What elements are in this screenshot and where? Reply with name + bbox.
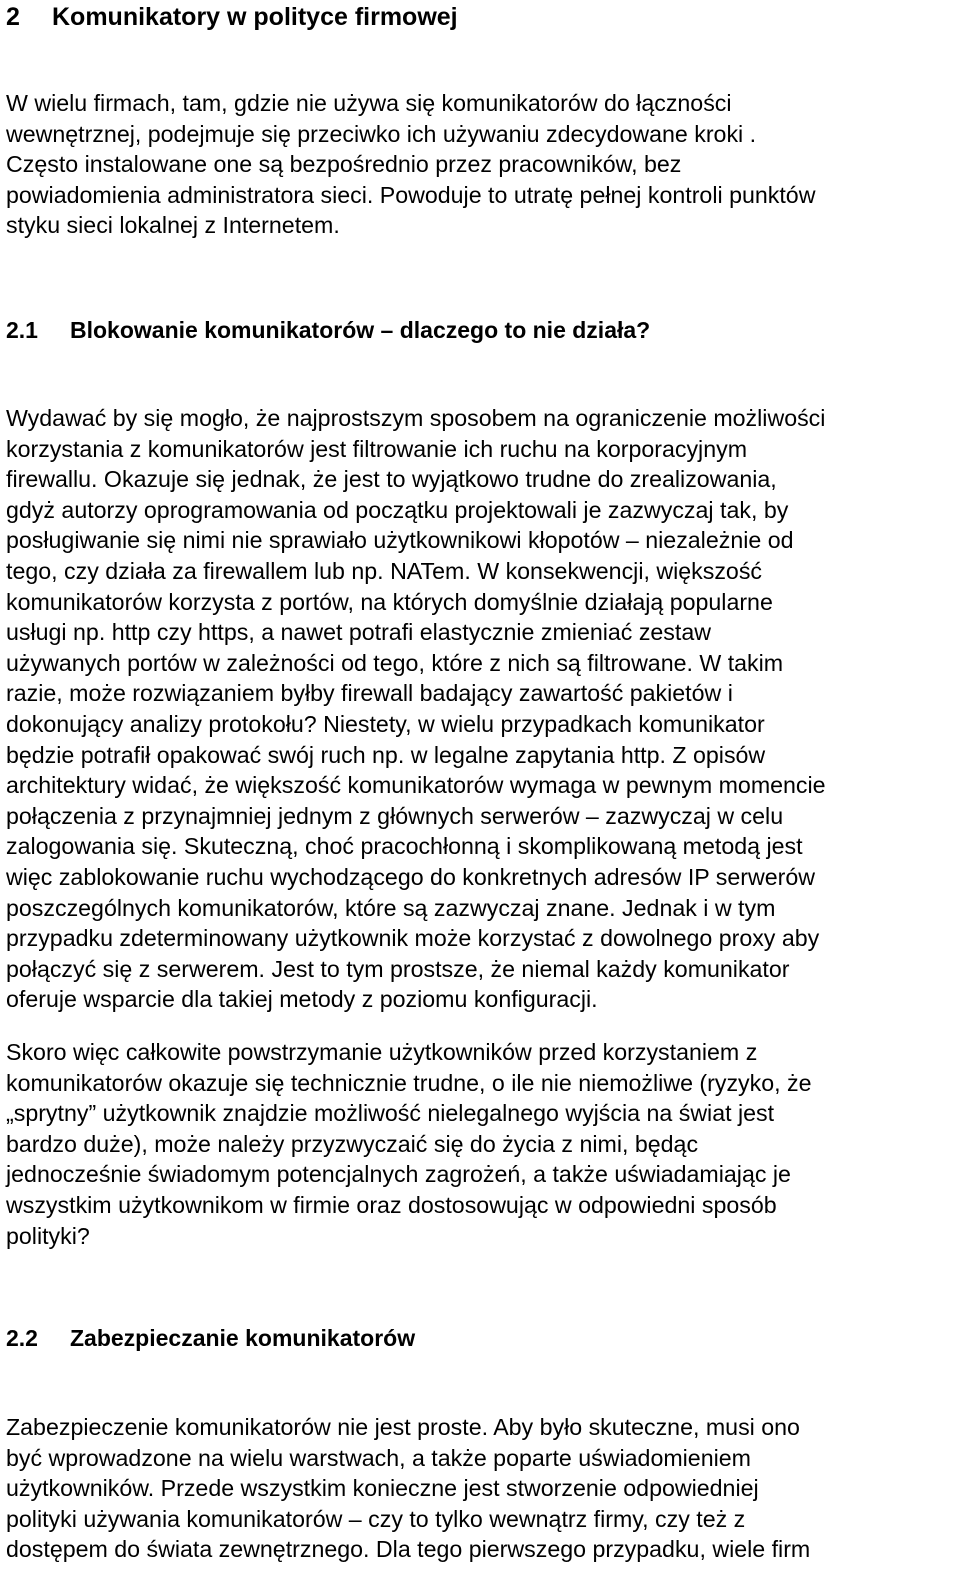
section-heading xyxy=(6,2,458,32)
paragraph-line: dostępem do świata zewnętrznego. Dla tego pierwszego przypadku, wiele firm xyxy=(6,1536,811,1563)
paragraph-line: będzie potrafił opakować swój ruch np. w legalne zapytania http. Z opisów xyxy=(6,741,766,768)
paragraph-line: styku sieci lokalnej z Internetem. xyxy=(6,212,340,239)
section-title: Komunikatory w polityce firmowej xyxy=(52,3,458,31)
subsection-heading xyxy=(6,315,650,345)
paragraph-line: połączyć się z serwerem. Jest to tym prostsze, że niemal każdy komunikator xyxy=(6,955,790,982)
intro-paragraph xyxy=(6,88,956,241)
paragraph-line: oferuje wsparcie dla takiej metody z poziomu konfiguracji. xyxy=(6,986,598,1013)
paragraph-line: więc zablokowanie ruchu wychodzącego do konkretnych adresów IP serwerów xyxy=(6,863,815,890)
subsection-title: Zabezpieczanie komunikatorów xyxy=(70,1325,416,1351)
paragraph-line: gdyż autorzy oprogramowania od początku projektowali je zazwyczaj tak, by xyxy=(6,496,789,523)
paragraph-line: wewnętrznej, podejmuje się przeciwko ich używaniu zdecydowane kroki . xyxy=(6,120,757,147)
securing-paragraph xyxy=(6,1412,956,1565)
paragraph-line: wszystkim użytkownikom w firmie oraz dostosowując w odpowiedni sposób xyxy=(6,1191,777,1218)
paragraph-line: Wydawać by się mogło, że najprostszym sposobem na ograniczenie możliwości xyxy=(6,405,826,431)
paragraph-line: tego, czy działa za firewallem lub np. NATem. W konsekwencji, większość xyxy=(6,557,763,584)
paragraph-line: razie, może rozwiązaniem byłby firewall badający zawartość pakietów i xyxy=(6,680,733,707)
subsection-title: Blokowanie komunikatorów – dlaczego to nie działa? xyxy=(70,317,651,343)
paragraph-line: polityki? xyxy=(6,1222,90,1249)
paragraph-line: W wielu firmach, tam, gdzie nie używa się komunikatorów do łączności xyxy=(6,90,732,116)
paragraph-line: jednocześnie świadomym potencjalnych zagrożeń, a także uświadamiając je xyxy=(6,1161,791,1188)
paragraph-line: zalogowania się. Skuteczną, choć pracochłonną i skomplikowaną metodą jest xyxy=(6,833,803,860)
paragraph-line: usługi np. http czy https, a nawet potrafi elastycznie zmieniać zestaw xyxy=(6,619,711,646)
paragraph-line: powiadomienia administratora sieci. Powoduje to utratę pełnej kontroli punktów xyxy=(6,181,816,208)
paragraph-line: architektury widać, że większość komunikatorów wymaga w pewnym momencie xyxy=(6,772,826,799)
paragraph-line: używanych portów w zależności od tego, które z nich są filtrowane. W takim xyxy=(6,649,784,676)
paragraph-line: polityki używania komunikatorów – czy to tylko wewnątrz firmy, czy też z xyxy=(6,1505,746,1532)
paragraph-line: Zabezpieczenie komunikatorów nie jest proste. Aby było skuteczne, musi ono xyxy=(6,1414,800,1440)
paragraph-line: połączenia z przynajmniej jednym z głównych serwerów – zazwyczaj w celu xyxy=(6,802,784,829)
paragraph-line: Skoro więc całkowite powstrzymanie użytkowników przed korzystaniem z xyxy=(6,1039,758,1065)
paragraph-line: poszczególnych komunikatorów, które są zazwyczaj znane. Jednak i w tym xyxy=(6,894,776,921)
paragraph-line: przypadku zdeterminowany użytkownik może korzystać z dowolnego proxy aby xyxy=(6,925,820,952)
conclusion-paragraph xyxy=(6,1037,956,1251)
paragraph-line: dokonujący analizy protokołu? Niestety, w wielu przypadkach komunikator xyxy=(6,710,765,737)
paragraph-line: komunikatorów korzysta z portów, na których domyślnie działają popularne xyxy=(6,588,773,615)
subsection-number: 2.2 xyxy=(6,1325,38,1351)
paragraph-line: firewallu. Okazuje się jednak, że jest to wyjątkowo trudne do zrealizowania, xyxy=(6,466,777,493)
paragraph-line: „sprytny” użytkownik znajdzie możliwość nielegalnego wyjścia na świat jest xyxy=(6,1100,775,1127)
blocking-paragraph xyxy=(6,403,956,1015)
paragraph-line: bardzo duże), może należy przyzwyczaić się do życia z nimi, będąc xyxy=(6,1130,699,1157)
subsection-number: 2.1 xyxy=(6,317,38,343)
paragraph-line: korzystania z komunikatorów jest filtrowanie ich ruchu na korporacyjnym xyxy=(6,435,748,462)
paragraph-line: komunikatorów okazuje się technicznie trudne, o ile nie niemożliwe (ryzyko, że xyxy=(6,1069,812,1096)
paragraph-line: posługiwanie się nimi nie sprawiało użytkownikowi kłopotów – niezależnie od xyxy=(6,527,794,554)
paragraph-line: być wprowadzone na wielu warstwach, a także poparte uświadomieniem xyxy=(6,1444,751,1471)
subsection-heading xyxy=(6,1323,415,1353)
paragraph-line: Często instalowane one są bezpośrednio przez pracowników, bez xyxy=(6,151,682,178)
section-number: 2 xyxy=(6,3,20,31)
paragraph-line: użytkowników. Przede wszystkim konieczne jest stworzenie odpowiedniej xyxy=(6,1475,759,1502)
